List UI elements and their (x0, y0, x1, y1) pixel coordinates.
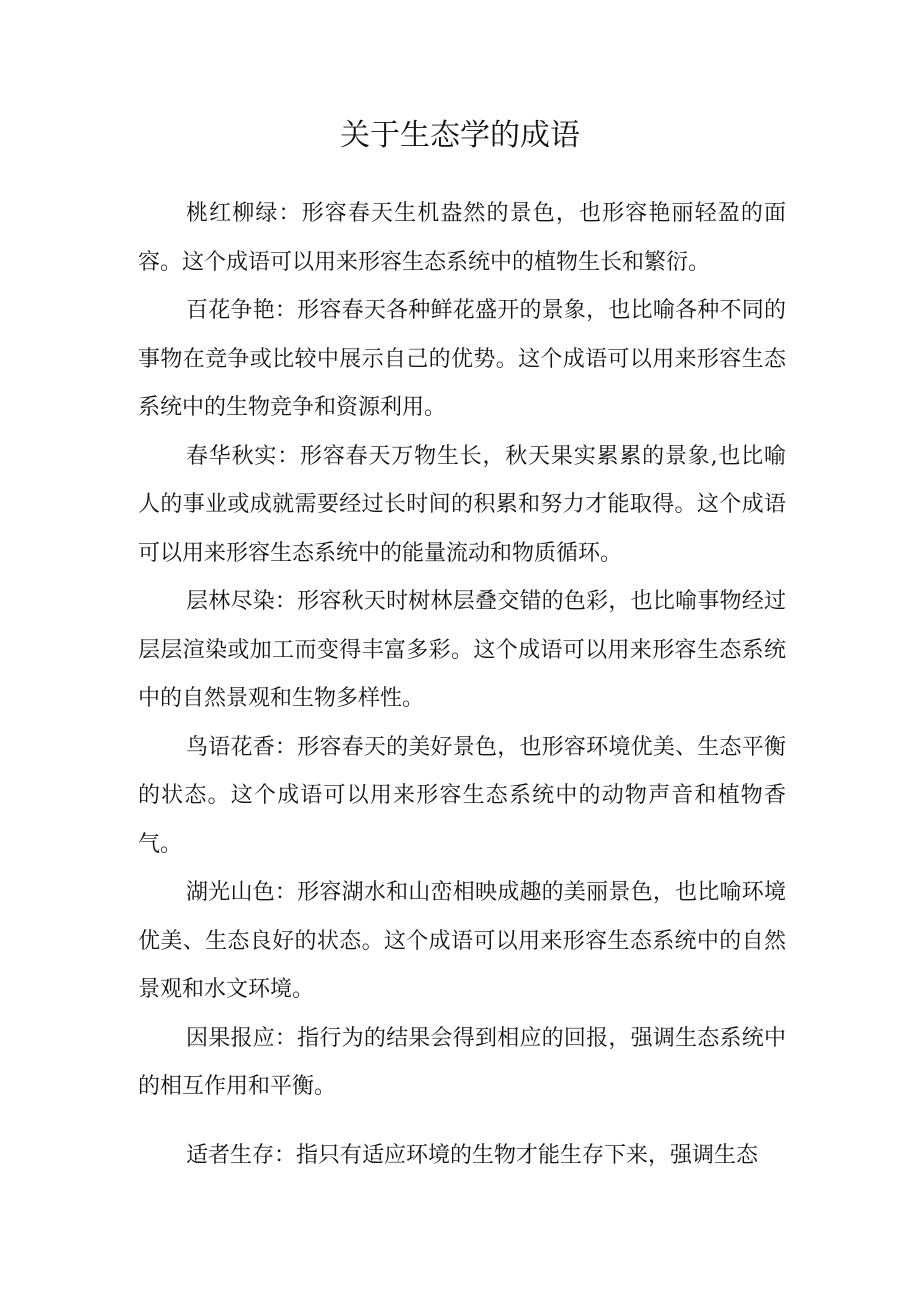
paragraph-taohongliulv: 桃红柳绿：形容春天生机盎然的景色，也形容艳丽轻盈的面容。这个成语可以用来形容生态系统中的植物生长和繁衍。 (138, 201, 786, 275)
paragraph-chunhuaqiushi: 春华秋实：形容春天万物生长，秋天果实累累的景象,也比喻人的事业或成就需要经过长时间的积累和努力才能取得。这个成语可以用来形容生态系统中的能量流动和物质循环。 (138, 443, 786, 566)
paragraph-niaoyuhuaxiang: 鸟语花香：形容春天的美好景色，也形容环境优美、生态平衡的状态。这个成语可以用来形容生态系统中的动物声音和植物香气。 (138, 734, 786, 857)
paragraph-cenglinjinran: 层林尽染：形容秋天时树林层叠交错的色彩，也比喻事物经过层层渲染或加工而变得丰富多彩。这个成语可以用来形容生态系统中的自然景观和生物多样性。 (138, 589, 786, 711)
paragraph-baihuazhengyan: 百花争艳：形容春天各种鲜花盛开的景象，也比喻各种不同的事物在竞争或比较中展示自己的优势。这个成语可以用来形容生态系统中的生物竞争和资源利用。 (138, 298, 786, 420)
paragraph-huguangshanse: 湖光山色：形容湖水和山峦相映成趣的美丽景色，也比喻环境优美、生态良好的状态。这个成语可以用来形容生态系统中的自然景观和水文环境。 (138, 880, 786, 1002)
paragraph-yinguobaoying: 因果报应：指行为的结果会得到相应的回报，强调生态系统中的相互作用和平衡。 (138, 1025, 786, 1099)
paragraph-shizheshengcun: 适者生存：指只有适应环境的生物才能生存下来，强调生态 (186, 1142, 759, 1168)
document-title: 关于生态学的成语 (340, 118, 580, 153)
document-body (138, 190, 786, 1180)
